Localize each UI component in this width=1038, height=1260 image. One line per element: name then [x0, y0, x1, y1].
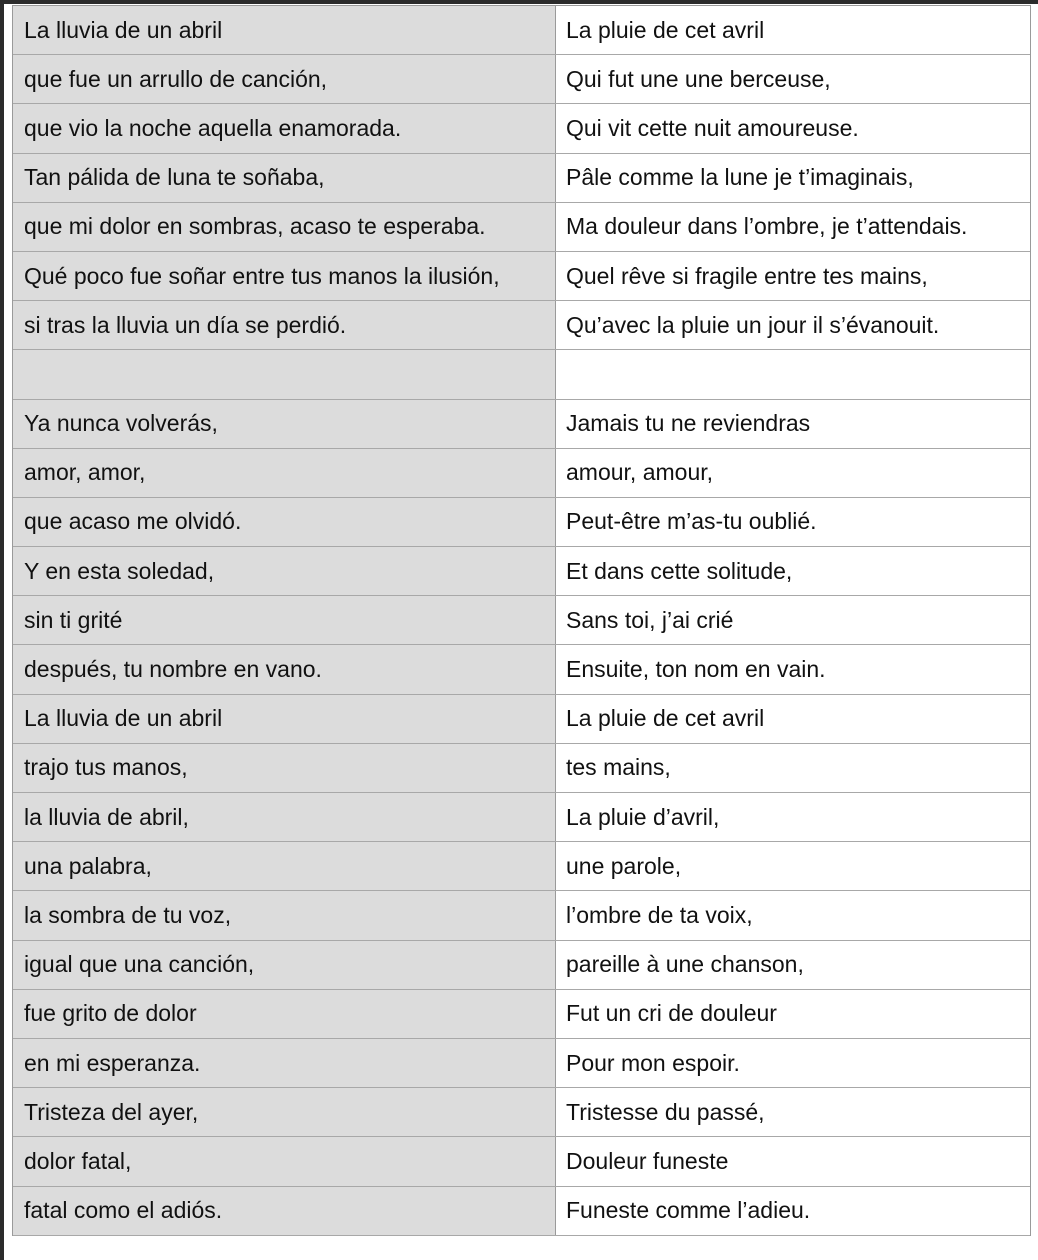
french-verse-cell: Quel rêve si fragile entre tes mains,: [556, 252, 1030, 300]
table-row: [13, 695, 1030, 744]
spanish-verse-cell: fue grito de dolor: [13, 990, 556, 1038]
french-verse-cell: Qui fut une une berceuse,: [556, 55, 1030, 103]
spanish-verse-cell: La lluvia de un abril: [13, 6, 556, 54]
bilingual-poem-table: [12, 5, 1031, 1236]
french-verse-cell: Et dans cette solitude,: [556, 547, 1030, 595]
table-row: [13, 301, 1030, 350]
spanish-verse-cell: en mi esperanza.: [13, 1039, 556, 1087]
window-edge-left: [0, 0, 4, 1260]
spanish-verse-cell: amor, amor,: [13, 449, 556, 497]
spanish-verse-cell: que mi dolor en sombras, acaso te esperaba.: [13, 203, 556, 251]
french-verse-cell: amour, amour,: [556, 449, 1030, 497]
french-verse-cell: pareille à une chanson,: [556, 941, 1030, 989]
table-row: [13, 498, 1030, 547]
spanish-verse-cell: dolor fatal,: [13, 1137, 556, 1185]
table-row: [13, 744, 1030, 793]
spanish-verse-cell: Tan pálida de luna te soñaba,: [13, 154, 556, 202]
french-verse-cell: Fut un cri de douleur: [556, 990, 1030, 1038]
french-verse-cell: Sans toi, j’ai crié: [556, 596, 1030, 644]
french-verse-cell: Funeste comme l’adieu.: [556, 1187, 1030, 1235]
french-verse-cell: Qui vit cette nuit amoureuse.: [556, 104, 1030, 152]
table-row: [13, 990, 1030, 1039]
table-row: [13, 1039, 1030, 1088]
table-row: [13, 547, 1030, 596]
table-row: [13, 941, 1030, 990]
french-verse-cell: Ma douleur dans l’ombre, je t’attendais.: [556, 203, 1030, 251]
french-verse-cell: [556, 350, 1030, 398]
french-verse-cell: Jamais tu ne reviendras: [556, 400, 1030, 448]
table-row: [13, 1137, 1030, 1186]
table-row: [13, 1187, 1030, 1236]
french-verse-cell: Douleur funeste: [556, 1137, 1030, 1185]
french-verse-cell: La pluie de cet avril: [556, 6, 1030, 54]
spanish-verse-cell: trajo tus manos,: [13, 744, 556, 792]
spanish-verse-cell: Tristeza del ayer,: [13, 1088, 556, 1136]
french-verse-cell: La pluie d’avril,: [556, 793, 1030, 841]
spanish-verse-cell: que fue un arrullo de canción,: [13, 55, 556, 103]
spanish-verse-cell: Ya nunca volverás,: [13, 400, 556, 448]
table-row: [13, 842, 1030, 891]
table-row: [13, 793, 1030, 842]
table-row: [13, 104, 1030, 153]
table-row: [13, 1088, 1030, 1137]
table-row: [13, 891, 1030, 940]
window-edge-top: [0, 0, 1038, 4]
table-row: [13, 55, 1030, 104]
spanish-verse-cell: que acaso me olvidó.: [13, 498, 556, 546]
spanish-verse-cell: La lluvia de un abril: [13, 695, 556, 743]
table-row: [13, 596, 1030, 645]
table-row: [13, 203, 1030, 252]
spanish-verse-cell: Y en esta soledad,: [13, 547, 556, 595]
table-row: [13, 154, 1030, 203]
spanish-verse-cell: la sombra de tu voz,: [13, 891, 556, 939]
spanish-verse-cell: [13, 350, 556, 398]
table-row: [13, 252, 1030, 301]
spanish-verse-cell: fatal como el adiós.: [13, 1187, 556, 1235]
french-verse-cell: Qu’avec la pluie un jour il s’évanouit.: [556, 301, 1030, 349]
french-verse-cell: Pâle comme la lune je t’imaginais,: [556, 154, 1030, 202]
table-row: [13, 350, 1030, 399]
french-verse-cell: La pluie de cet avril: [556, 695, 1030, 743]
spanish-verse-cell: la lluvia de abril,: [13, 793, 556, 841]
spanish-verse-cell: después, tu nombre en vano.: [13, 645, 556, 693]
spanish-verse-cell: Qué poco fue soñar entre tus manos la ilusión,: [13, 252, 556, 300]
french-verse-cell: une parole,: [556, 842, 1030, 890]
french-verse-cell: Pour mon espoir.: [556, 1039, 1030, 1087]
table-row: [13, 449, 1030, 498]
spanish-verse-cell: una palabra,: [13, 842, 556, 890]
french-verse-cell: Peut-être m’as-tu oublié.: [556, 498, 1030, 546]
spanish-verse-cell: igual que una canción,: [13, 941, 556, 989]
french-verse-cell: Tristesse du passé,: [556, 1088, 1030, 1136]
table-row: [13, 400, 1030, 449]
french-verse-cell: Ensuite, ton nom en vain.: [556, 645, 1030, 693]
table-row: [13, 6, 1030, 55]
spanish-verse-cell: que vio la noche aquella enamorada.: [13, 104, 556, 152]
spanish-verse-cell: si tras la lluvia un día se perdió.: [13, 301, 556, 349]
spanish-verse-cell: sin ti grité: [13, 596, 556, 644]
table-row: [13, 645, 1030, 694]
french-verse-cell: tes mains,: [556, 744, 1030, 792]
french-verse-cell: l’ombre de ta voix,: [556, 891, 1030, 939]
